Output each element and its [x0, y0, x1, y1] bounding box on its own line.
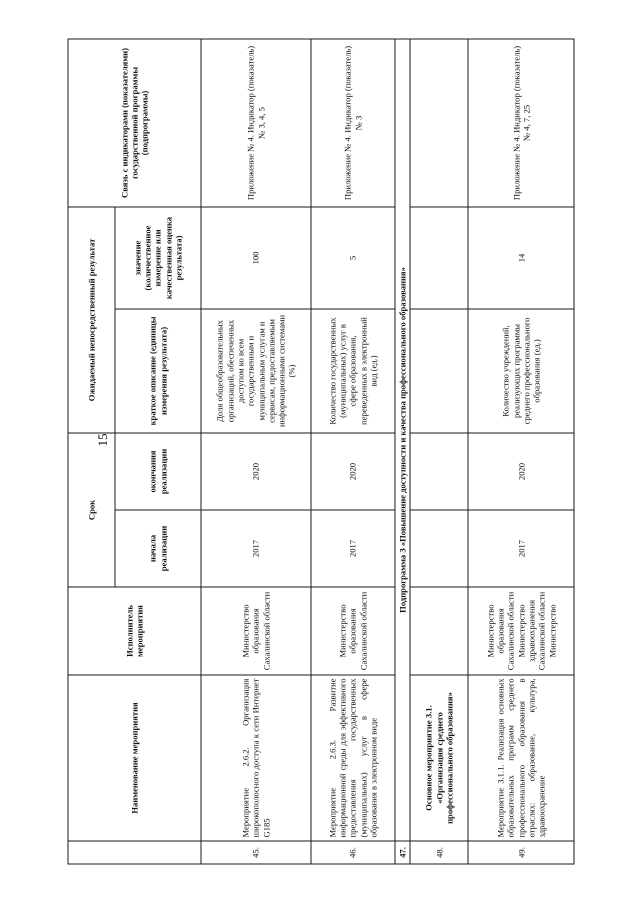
measure-name: Мероприятие 2.6.2. Организация широкополосного доступа к сети Интернет G185: [201, 675, 311, 841]
table-row: [410, 39, 468, 864]
table-row: [311, 39, 395, 864]
header-link: Связь с индикаторами (показателями) государственной программы (подпрограммы): [68, 39, 201, 207]
measure-name: Основное мероприятие 3.1. «Организация среднего профессионального образования»: [410, 675, 468, 841]
row-number: 46.: [311, 841, 395, 864]
result-brief: Количество учреждений, реализующих программы среднего профессионального образования (ед.): [468, 309, 574, 433]
page-number: 15: [95, 433, 110, 447]
term-end: 2020: [311, 433, 395, 510]
measure-name: Мероприятие 3.1.1. Реализация основных образовательных программ среднего профессионального образования в отраслях: образование, культура, здравоохранение: [468, 675, 574, 841]
result-brief: Количество государственных (муниципальных) услуг в сфере образования, переведенных в электронный вид (ед.): [311, 309, 395, 433]
executor-line: Министерство образования Сахалинской области: [485, 591, 516, 671]
term-end: 2020: [468, 433, 574, 510]
measure-executor: [468, 587, 574, 675]
result-brief: Доля общеобразовательных организаций, обеспеченных доступом ко всем государственным и муниципальным услугам и сервисам, предоставляемым информационными системами (%): [201, 309, 311, 433]
rotated-page: [68, 40, 573, 865]
measure-executor: Министерство образования Сахалинской области: [311, 587, 395, 675]
header-row-1: [68, 39, 115, 864]
term-start: 2017: [201, 510, 311, 587]
header-name: Наименование мероприятия: [68, 675, 201, 841]
result-value: 100: [201, 207, 311, 309]
measure-name: Мероприятие 2.6.3. Развитие информационной среды для эффективного предоставления государственных (муниципальных) услуг в сфере образования в электронном виде: [311, 675, 395, 841]
indicator-link: Приложение № 4. Индикатор (показатель) № 3: [311, 39, 395, 207]
term-start: 2017: [468, 510, 574, 587]
term-start: 2017: [311, 510, 395, 587]
header-term-start: начала реализации: [115, 510, 201, 587]
row-number: 47.: [395, 841, 410, 864]
header-expected: Ожидаемый непосредственный результат: [68, 207, 115, 433]
header-num: [68, 841, 201, 864]
header-brief: краткое описание (единицы измерения результата): [115, 309, 201, 433]
table-row: [201, 39, 311, 864]
measures-table: [68, 38, 575, 864]
term-end: 2020: [201, 433, 311, 510]
result-value: 5: [311, 207, 395, 309]
result-value: 14: [468, 207, 574, 309]
table-row: [468, 39, 574, 864]
measure-executor: Министерство образования Сахалинской области: [201, 587, 311, 675]
header-term: Срок: [68, 433, 115, 587]
row-number: 49.: [468, 841, 574, 864]
indicator-link: Приложение № 4. Индикатор (показатель) № 4, 7, 25: [468, 39, 574, 207]
header-executor: Исполнитель мероприятия: [68, 587, 201, 675]
header-term-end: окончания реализации: [115, 433, 201, 510]
header-value: значение (количественное измерение или качественная оценка результата): [115, 207, 201, 309]
subprogram-title: Подпрограмма 3 «Повышение доступности и качества профессионального образования»: [395, 39, 410, 841]
executor-line: Министерство здравоохранения Сахалинской области: [516, 591, 547, 671]
row-number: 45.: [201, 841, 311, 864]
indicator-link: Приложение № 4. Индикатор (показатель) № 3, 4, 5: [201, 39, 311, 207]
row-number: 48.: [410, 841, 468, 864]
table-row: [395, 39, 410, 864]
executor-line: Министерство: [547, 604, 558, 658]
